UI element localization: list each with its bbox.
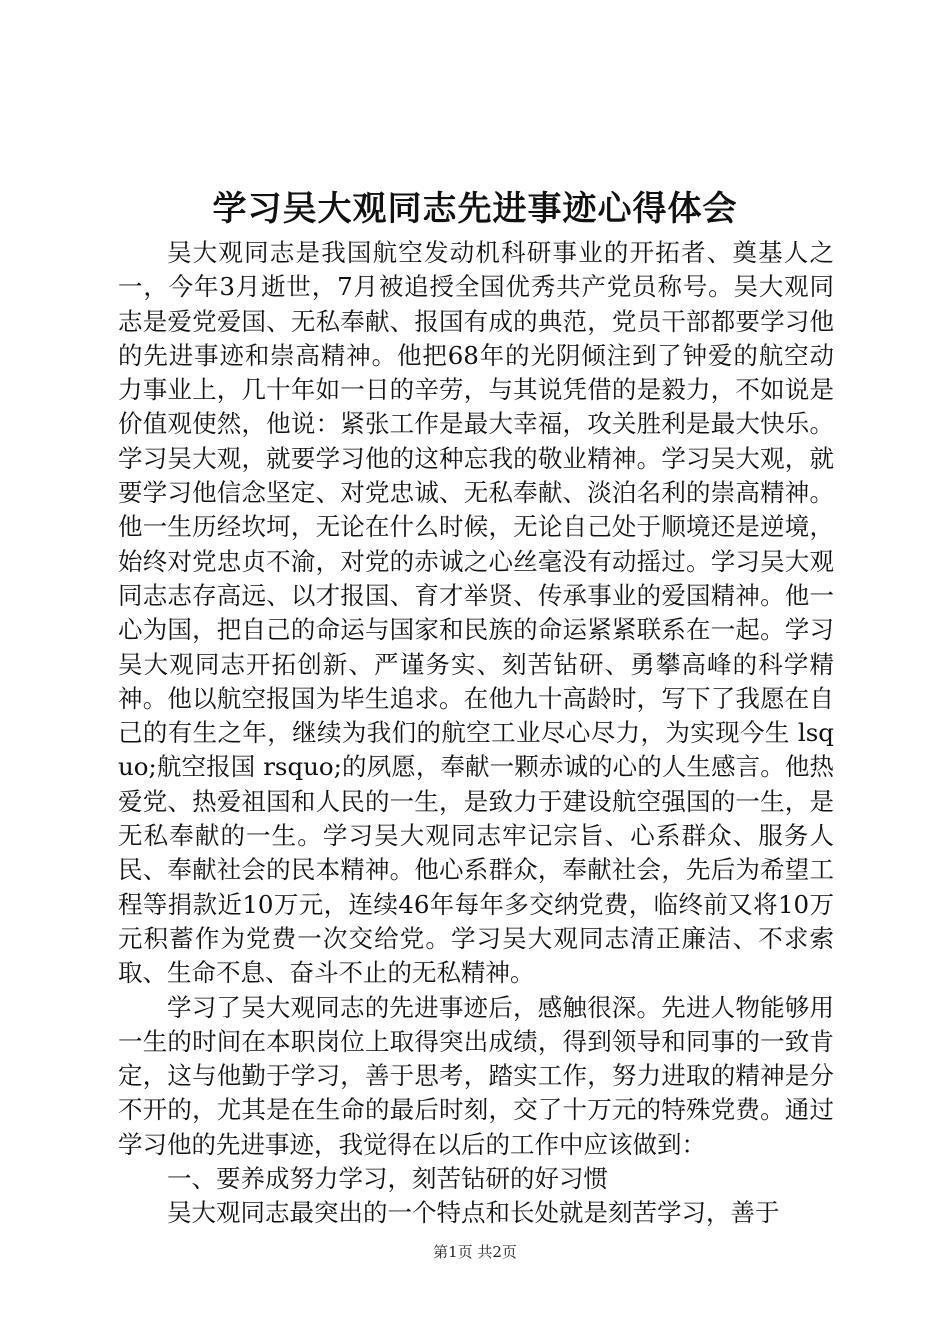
paragraph-1: 吴大观同志是我国航空发动机科研事业的开拓者、奠基人之一，今年3月逝世，7月被追授全国优秀共产党员称号。吴大观同志是爱党爱国、无私奉献、报国有成的典范，党员干部都要学习他的先进事迹和崇高精神。他把68年的光阴倾注到了钟爱的航空动力事业上，几十年如一日的辛劳，与其说凭借的是毅力，不如说是价值观使然，他说：紧张工作是最大幸福，攻关胜利是最大快乐。学习吴大观，就要学习他的这种忘我的敬业精神。学习吴大观，就要学习他信念坚定、对党忠诚、无私奉献、淡泊名利的崇高精神。他一生历经坎坷，无论在什么时候，无论自己处于顺境还是逆境，始终对党忠贞不渝，对党的赤诚之心丝毫没有动摇过。学习吴大观同志志存高远、以才报国、育才举贤、传承事业的爱国精神。他一心为国，把自己的命运与国家和民族的命运紧紧联系在一起。学习吴大观同志开拓创新、严谨务实、刻苦钻研、勇攀高峰的科学精神。他以航空报国为毕生追求。在他九十高龄时，写下了我愿在自己的有生之年，继续为我们的航空工业尽心尽力，为实现今生 lsquo;航空报国 rsquo;的夙愿，奉献一颗赤诚的心的人生感言。他热爱党、热爱祖国和人民的一生，是致力于建设航空强国的一生，是无私奉献的一生。学习吴大观同志牢记宗旨、心系群众、服务人民、奉献社会的民本精神。他心系群众，奉献社会，先后为希望工程等捐款近10万元，连续46年每年多交纳党费，临终前又将10万元积蓄作为党费一次交给党。学习吴大观同志清正廉洁、不求索取、生命不息、奋斗不止的无私精神。	[118, 238, 834, 988]
section-heading-1: 一、要养成努力学习，刻苦钻研的好习惯	[167, 1164, 608, 1194]
document-body	[118, 236, 834, 1231]
paragraph-3: 吴大观同志最突出的一个特点和长处就是刻苦学习，善于	[167, 1198, 780, 1228]
document-title: 学习吴大观同志先进事迹心得体会	[212, 189, 738, 229]
paragraph-2: 学习了吴大观同志的先进事迹后，感触很深。先进人物能够用一生的时间在本职岗位上取得突出成绩，得到领导和同事的一致肯定，这与他勤于学习，善于思考，踏实工作，努力进取的精神是分不开的，尤其是在生命的最后时刻，交了十万元的特殊党费。通过学习他的先进事迹，我觉得在以后的工作中应该做到：	[118, 992, 834, 1159]
page-footer: 第1页 共2页	[433, 1243, 517, 1261]
